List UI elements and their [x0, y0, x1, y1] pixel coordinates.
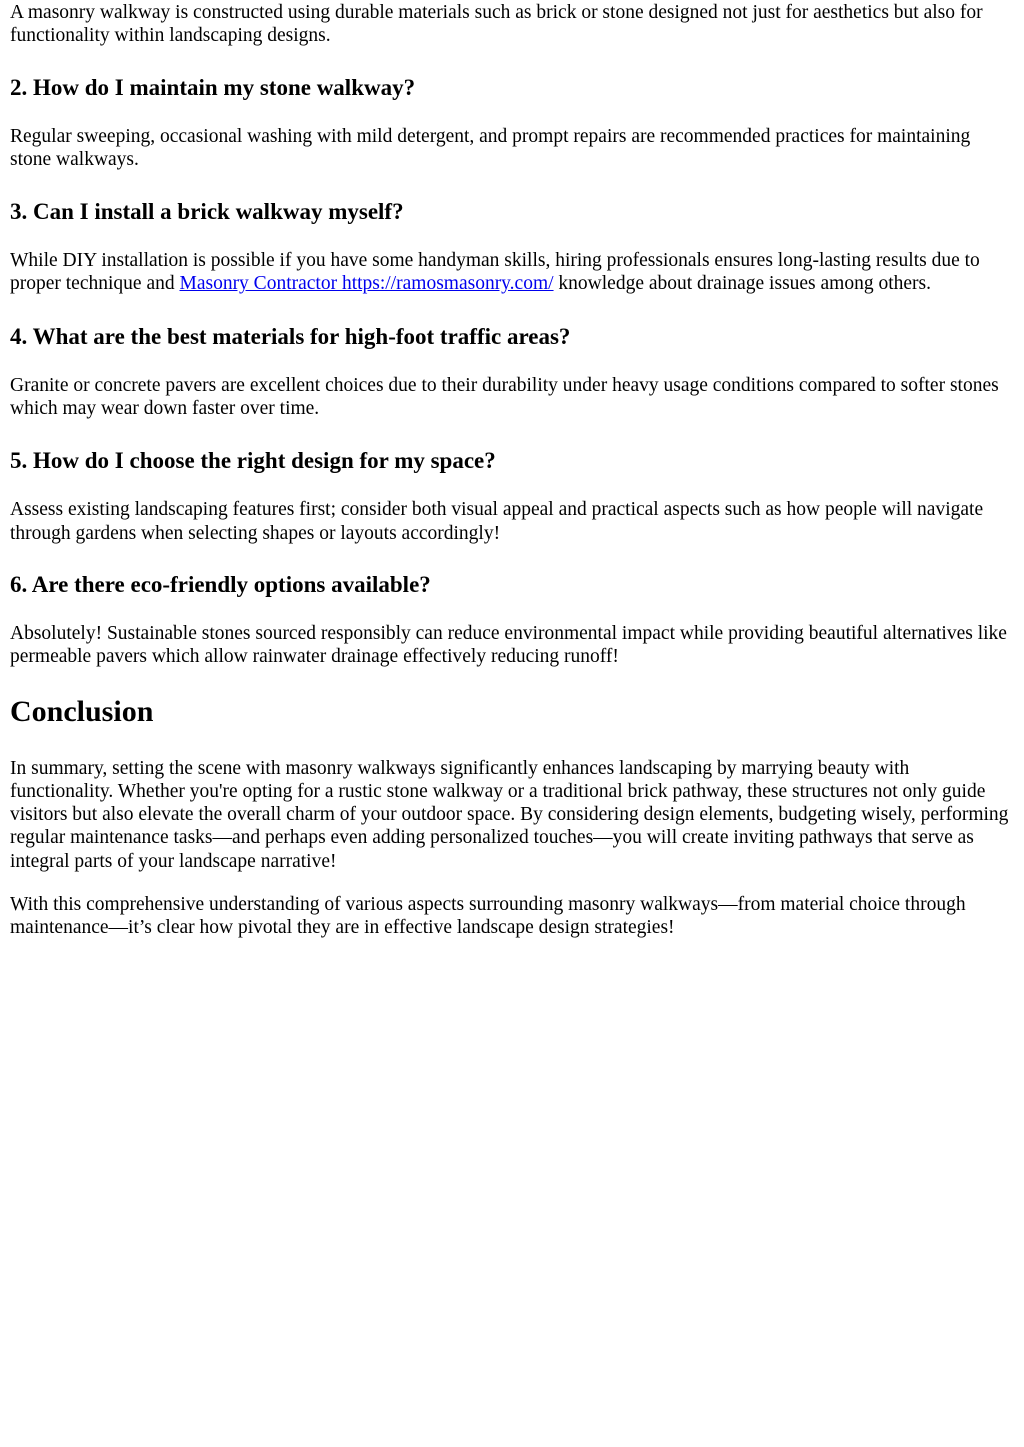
- faq-question-4: 4. What are the best materials for high-foot traffic areas?: [10, 323, 571, 349]
- conclusion-paragraph-2: With this comprehensive understanding of various aspects surrounding masonry walkways—from material choice through maintenance—it’s clear how pivotal they are in effective landscape design strategies!: [10, 894, 966, 939]
- faq-answer-1: A masonry walkway is constructed using durable materials such as brick or stone designed not just for aesthetics but also for functionality within landscaping designs.: [10, 2, 983, 47]
- conclusion-heading: Conclusion: [10, 694, 154, 728]
- faq-question-5: 5. How do I choose the right design for my space?: [10, 448, 496, 474]
- faq-answer-4: Granite or concrete pavers are excellent choices due to their durability under heavy usage conditions compared to softer stones which may wear down faster over time.: [10, 374, 999, 420]
- faq-question-3: 3. Can I install a brick walkway myself?: [10, 199, 404, 225]
- faq-answer-6: Absolutely! Sustainable stones sourced responsibly can reduce environmental impact while providing beautiful alternatives like permeable pavers which allow rainwater drainage effectively reducing runoff!: [10, 622, 1007, 668]
- masonry-contractor-link[interactable]: Masonry Contractor https://ramosmasonry.com/: [179, 273, 554, 295]
- faq-answer-5: Assess existing landscaping features first; consider both visual appeal and practical aspects such as how people will navigate through gardens when selecting shapes or layouts accordingly!: [10, 499, 984, 544]
- document-page: [0, 1, 1024, 940]
- faq-question-2: 2. How do I maintain my stone walkway?: [10, 74, 416, 100]
- faq-question-6: 6. Are there eco-friendly options available?: [10, 571, 431, 597]
- faq-answer-3-before: While DIY installation is possible if you have some handyman skills, hiring professionals ensures long-lasting results due to proper technique and: [10, 250, 980, 295]
- conclusion-paragraph-1: In summary, setting the scene with masonry walkways significantly enhances landscaping by marrying beauty with functionality. Whether you're opting for a rustic stone walkway or a traditional brick pathway, these structures not only guide visitors but also elevate the overall charm of your outdoor space. By considering design elements, budgeting wisely, performing regular maintenance tasks—and perhaps even adding personalized touches—you will create inviting pathways that serve as integral parts of your landscape narrative!: [10, 757, 1009, 872]
- faq-answer-3: [10, 249, 1014, 296]
- faq-answer-2: Regular sweeping, occasional washing with mild detergent, and prompt repairs are recommended practices for maintaining stone walkways.: [10, 125, 971, 170]
- faq-answer-3-after: knowledge about drainage issues among others.: [553, 273, 931, 295]
